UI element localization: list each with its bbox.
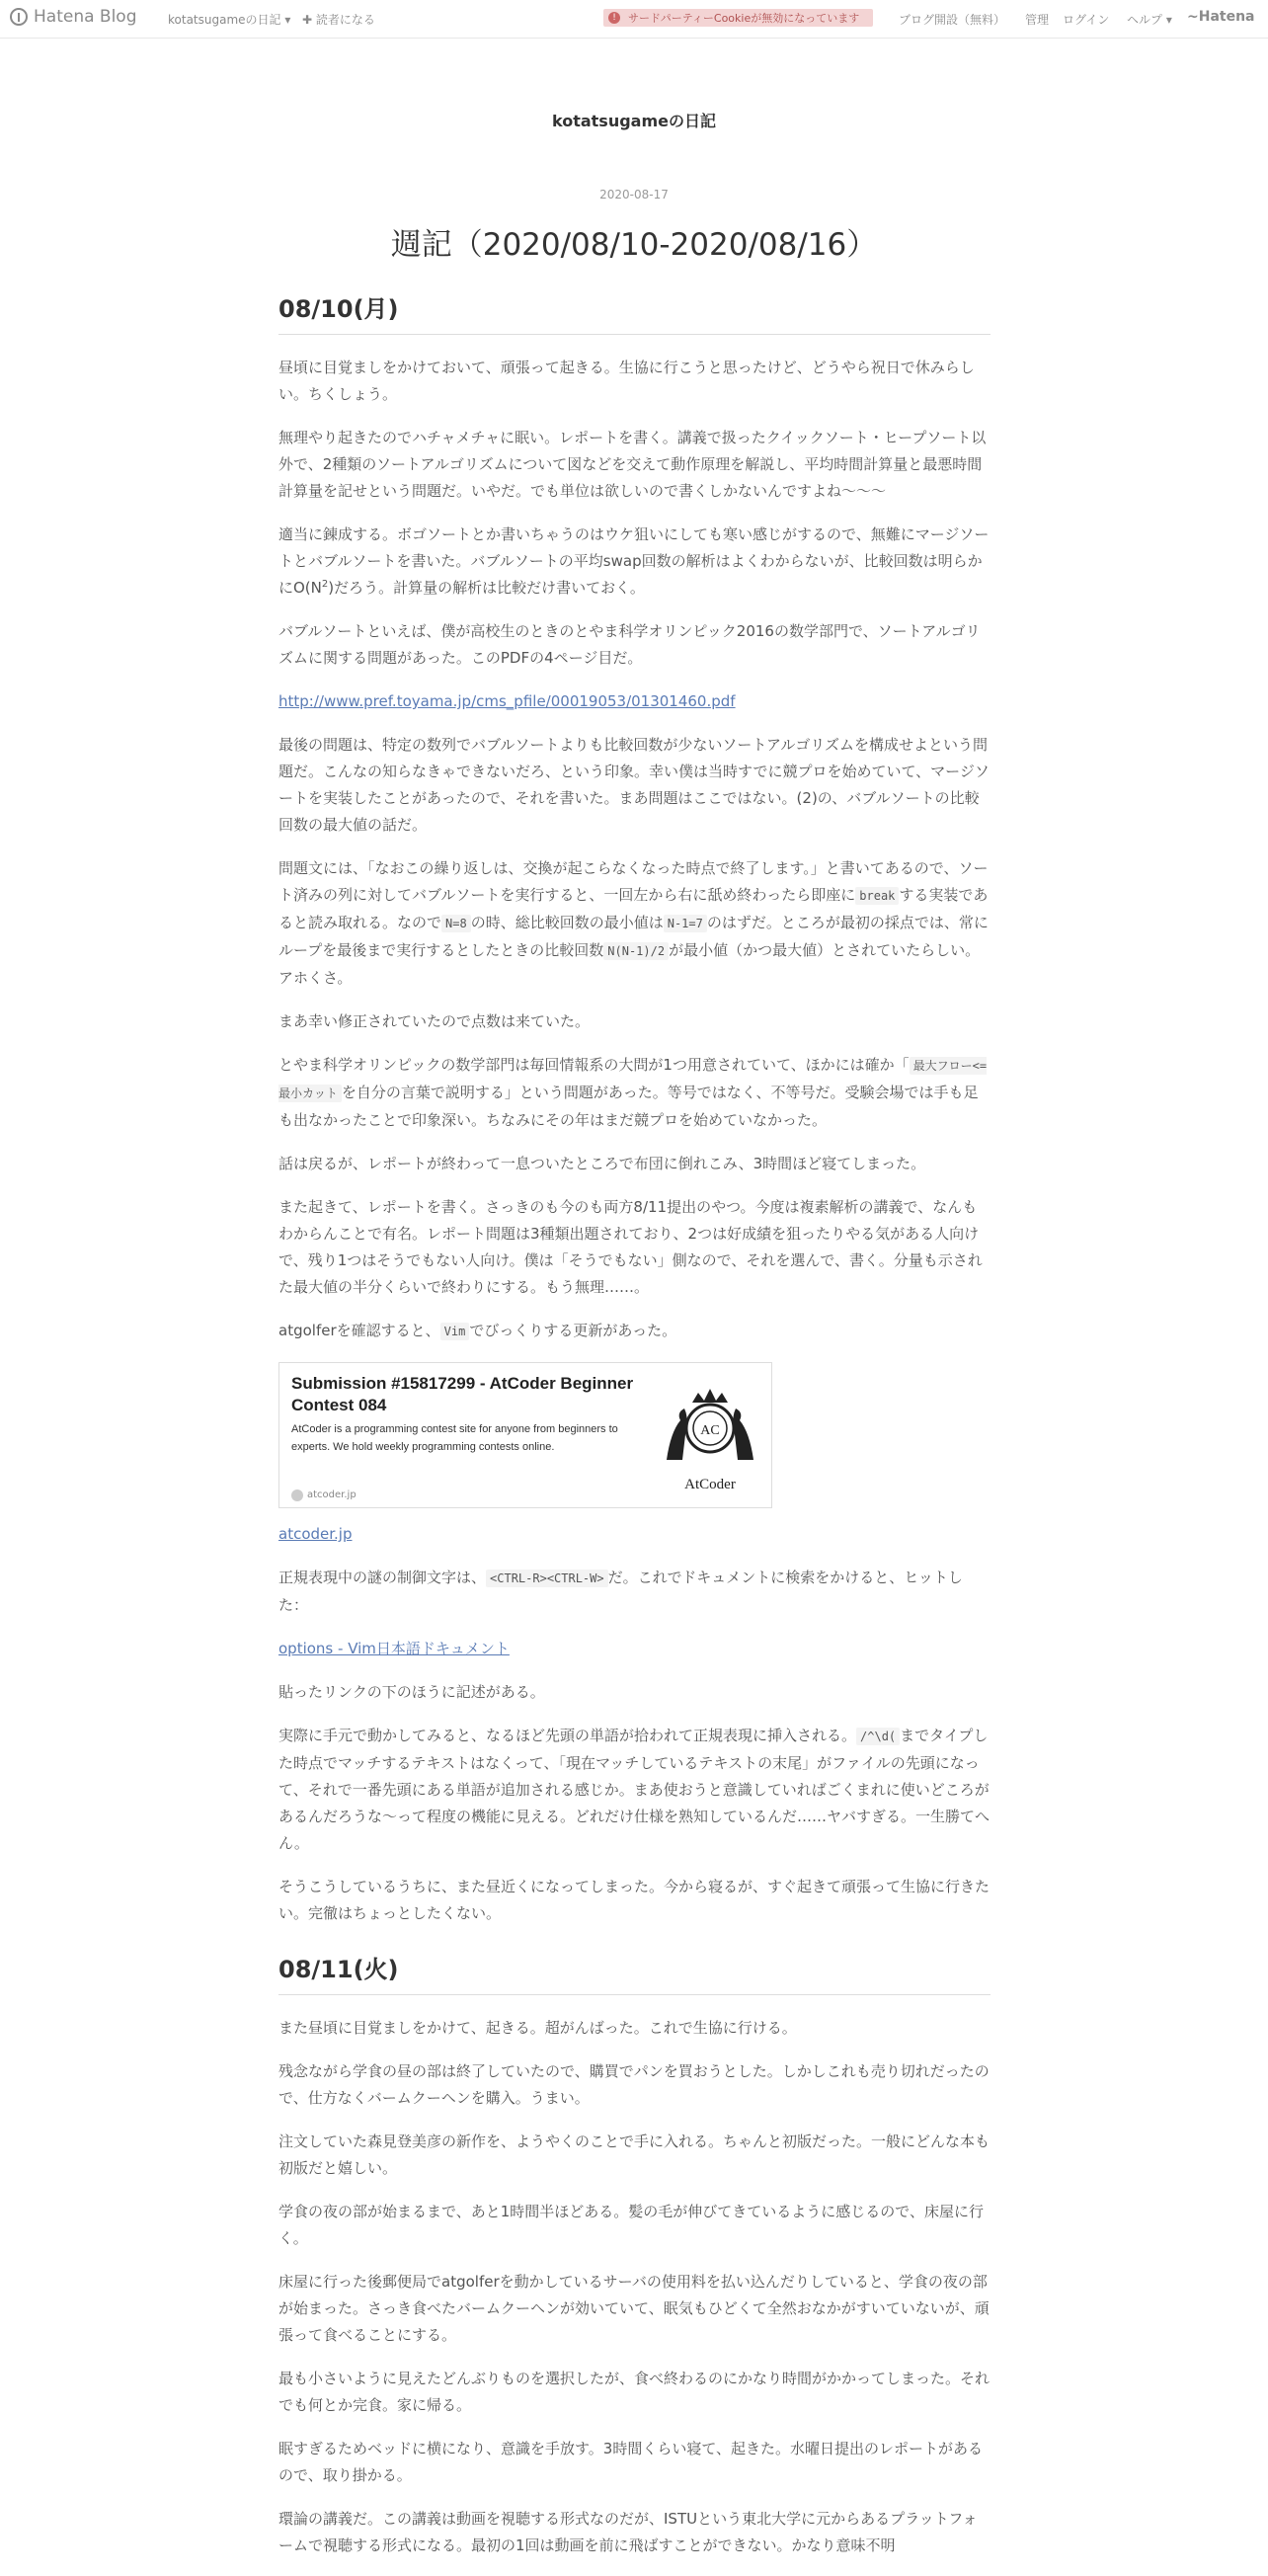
paragraph [278,688,991,715]
paragraph: バブルソートといえば、僕が高校生のときのとやま科学オリンピック2016の数学部門で、ソートアルゴリズムに関する問題があった。このPDFの4ページ目だ。 [278,622,981,667]
paragraph [278,1521,991,1548]
entry-title[interactable]: 週記（2020/08/10-2020/08/16） [390,227,878,263]
inline-code: N(N-1)/2 [603,942,669,960]
hatena-blog-logo[interactable] [10,7,137,27]
card-description: AtCoder is a programming contest site for anyone from beginners to experts. We hold weekly programming contests online. [291,1423,618,1453]
warning-icon: ! [608,12,620,24]
nav-create-blog[interactable]: ブログ開設（無料） [899,13,1006,27]
paragraph: 問題文には、「なおこの繰り返しは、交換が起こらなくなった時点で終了します。」と書いてあるので、ソート済みの列に対してバブルソートを実行すると、一回左から右に舐め終わったら即座に break する実装であると読み取れる。なので N=8 の時、総比較回数の最小値は N-1=7 のはずだ。ところが最初の採点では、常にループを最後まで実行するとしたときの比較回数 N(N-1)/2 が最小値（かつ最大値）とされていたらしい。アホくさ。 [278,859,989,987]
subscribe-label: 読者になる [315,13,375,27]
pdf-link[interactable]: http://www.pref.toyama.jp/cms_pfile/00019053/01301460.pdf [278,692,736,710]
paragraph: 正規表現中の謎の制御文字は、 <CTRL-R><CTRL-W> だ。これでドキュメントに検索をかけると、ヒットした： [278,1569,963,1614]
inline-code: /^\d( [856,1728,900,1745]
subscribe-button[interactable] [302,11,375,28]
card-site: atcoder.jp [291,1482,357,1508]
hatena-home-link[interactable] [1187,9,1255,25]
paragraph: まあ幸い修正されていたので点数は来ていた。 [278,1012,591,1030]
paragraph [278,1636,991,1662]
svg-text:AC: AC [700,1423,720,1438]
paragraph: 実際に手元で動かしてみると、なるほど先頭の単語が拾われて正規表現に挿入される。 /^\d( までタイプした時点でマッチするテキストはなくって、「現在マッチしているテキストの末尾」がファイルの先頭になって、それで一番先頭にある単語が追加される感じか。まあ使おうと意識していればごくまれに使いどころがあるんだろうな～って程度の機能に見える。どれだけ仕様を熟知しているんだ……ヤバすぎる。一生勝てへん。 [278,1727,991,1852]
entry-date[interactable]: 2020-08-17 [599,188,669,201]
hatena-mark-icon: ~ [1187,9,1199,25]
inline-code: N-1=7 [664,915,707,932]
atcoder-favicon-icon [291,1489,303,1501]
paragraph: とやま科学オリンピックの数学部門は毎回情報系の大問が1つ用意されていて、ほかには確か「 最大フロー<=最小カット を自分の言葉で説明する」という問題があった。等号ではなく、不等号だ。受験会場では手も足も出なかったことで印象深い。ちなみにその年はまだ競プロを始めていなかった。 [278,1056,988,1129]
brand-label: Hatena Blog [34,7,137,27]
inline-code: Vim [440,1323,470,1340]
cookie-warning-banner[interactable] [603,9,873,27]
blog-menu-label: kotatsugameの日記 [168,13,281,27]
vim-doc-link[interactable]: options - Vim日本語ドキュメント [278,1640,510,1657]
card-title[interactable]: Submission #15817299 - AtCoder Beginner Contest 084 [291,1374,634,1414]
paragraph: 話は戻るが、レポートが終わって一息ついたところで布団に倒れこみ、3時間ほど寝てしまった。 [278,1155,926,1172]
global-header-bar [0,0,1268,39]
nav-login[interactable]: ログイン [1063,13,1110,27]
inline-code: 最大フロー<=最小カット [278,1059,988,1100]
section-heading-0811: 08/11(火) [278,1953,991,1995]
nav-help-label: ヘルプ [1127,13,1163,27]
paragraph: 注文していた森見登美彦の新作を、ようやくのことで手に入れる。ちゃんと初版だった。一般にどんな本も初版だと嬉しい。 [278,2133,991,2177]
inline-code: N=8 [441,915,471,932]
cookie-warning-text: サードパーティーCookieが無効になっています [628,12,860,25]
paragraph: 眠すぎるためベッドに横になり、意識を手放す。3時間くらい寝て、起きた。水曜日提出のレポートがあるので、取り掛かる。 [278,2440,984,2484]
hatena-label: Hatena [1198,9,1255,25]
caret-down-icon: ▾ [284,13,291,27]
paragraph: 昼頃に目覚ましをかけておいて、頑張って起きる。生協に行こうと思ったけど、どうやら祝日で休みらしい。ちくしょう。 [278,359,975,403]
paragraph: 環論の講義だ。この講義は動画を視聴する形式なのだが、ISTUという東北大学に元からあるプラットフォームで視聴する形式になる。最初の1回は動画を前に飛ばすことができない。かなり意味不明 [278,2510,978,2554]
inline-code: <CTRL-R><CTRL-W> [486,1570,608,1587]
blog-menu-dropdown[interactable] [168,11,290,28]
atcoder-logo-icon [657,1373,763,1472]
section-heading-0810: 08/10(月) [278,292,991,335]
blog-title[interactable]: kotatsugameの日記 [552,112,716,130]
paragraph: 貼ったリンクの下のほうに記述がある。 [278,1683,545,1701]
nav-help[interactable]: ヘルプ ▾ [1127,13,1172,27]
inline-code: break [855,887,899,905]
paragraph: 無理やり起きたのでハチャメチャに眠い。レポートを書く。講義で扱ったクイックソート・ヒープソート以外で、2種類のソートアルゴリズムについて図などを交えて動作原理を解説し、平均時間計算量と最悪時間計算量を記せという問題だ。いやだ。でも単位は欲しいので書くしかないんですよね～～～ [278,429,987,500]
hatena-logo-icon [10,8,28,26]
atcoder-link[interactable]: atcoder.jp [278,1525,353,1543]
paragraph: 最後の問題は、特定の数列でバブルソートよりも比較回数が少ないソートアルゴリズムを構成せよという問題だ。こんなの知らなきゃできないだろ、という印象。幸い僕は当時すでに競プロを始めていて、マージソートを実装したことがあったので、それを書いた。まあ問題はここではない。(2)の、バブルソートの比較回数の最大値の話だ。 [278,736,990,834]
paragraph: 適当に錬成する。ボゴソートとか書いちゃうのはウケ狙いにしても寒い感じがするので、無難にマージソートとバブルソートを書いた。バブルソートの平均swap回数の解析はよくわからないが、比較回数は明らかに$O(N^2)$だろう。計算量の解析は比較だけ書いておく。 [278,525,990,597]
nav-manage[interactable]: 管理 [1025,13,1050,27]
paragraph: 最も小さいように見えたどんぶりものを選択したが、食べ終わるのにかなり時間がかかってしまった。それでも何とか完食。家に帰る。 [278,2370,991,2414]
paragraph: また起きて、レポートを書く。さっきのも今のも両方8/11提出のやつ。今度は複素解析の講義で、なんもわからんことで有名。レポート問題は3種類出題されており、2つは好成績を狙ったりやる気がある人向けで、残り1つはそうでもない人向け。僕は「そうでもない」側なので、それを選んで、書く。分量も示された最大値の半分くらいで終わりにする。もう無理……。 [278,1198,983,1296]
atcoder-embed-card[interactable] [278,1362,772,1508]
plus-icon: ✚ [302,13,313,27]
paragraph: 残念ながら学食の昼の部は終了していたので、購買でパンを買おうとした。しかしこれも売り切れだったので、仕方なくバームクーヘンを購入。うまい。 [278,2062,990,2107]
paragraph: 床屋に行った後郵便局でatgolferを動かしているサーバの使用料を払い込んだりしていると、学食の夜の部が始まった。さっき食べたバームクーヘンが効いていて、眠気もひどくて全然おなかがすいていないが、頑張って食べることにする。 [278,2273,990,2344]
paragraph: そうこうしているうちに、また昼近くになってしまった。今から寝るが、すぐ起きて頑張って生協に行きたい。完徹はちょっとしたくない。 [278,1878,991,1922]
paragraph: 学食の夜の部が始まるまで、あと1時間半ほどある。髪の毛が伸びてきているように感じるので、床屋に行く。 [278,2203,984,2247]
paragraph: atgolferを確認すると、 Vim でびっくりする更新があった。 [278,1322,677,1339]
paragraph: また昼頃に目覚ましをかけて、起きる。超がんばった。これで生協に行ける。 [278,2019,797,2037]
entry-content [278,292,991,2576]
atcoder-logo-label: AtCoder [684,1477,736,1492]
